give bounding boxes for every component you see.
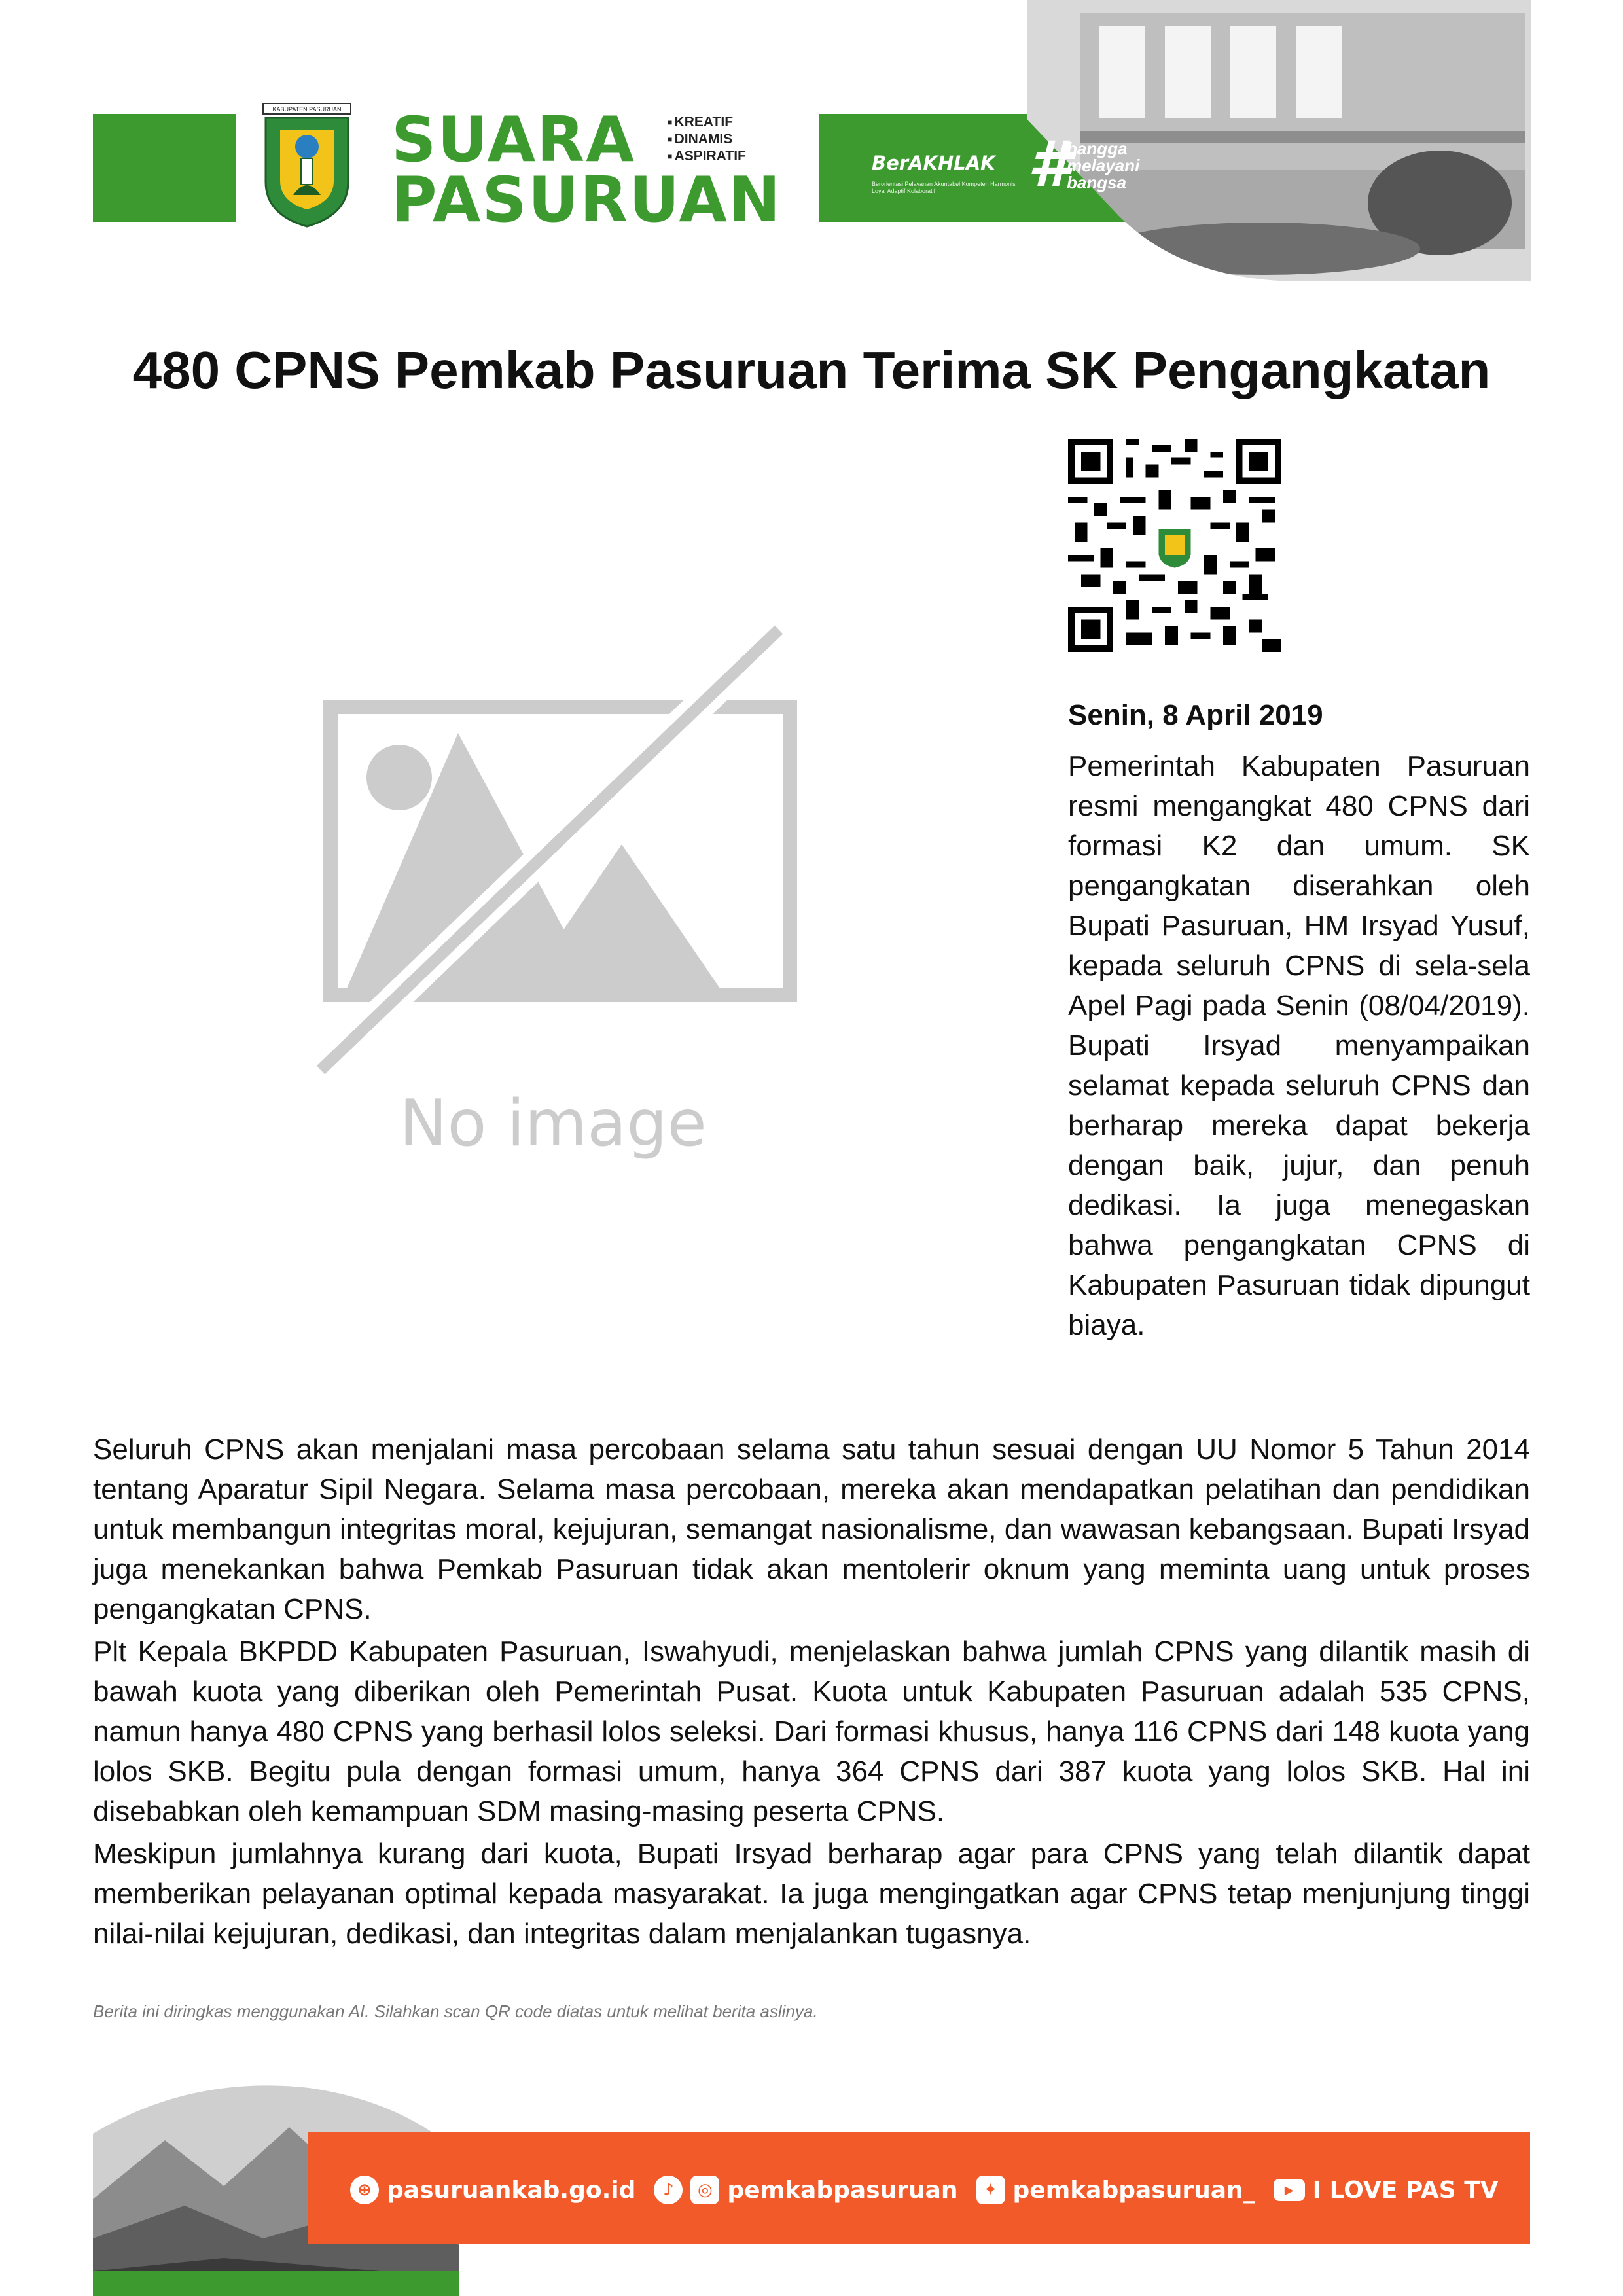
svg-text:KABUPATEN PASURUAN: KABUPATEN PASURUAN	[272, 106, 342, 113]
tagline-aspiratif: ■ ASPIRATIF	[668, 148, 746, 165]
bangga-line-3: bangsa	[1067, 173, 1127, 192]
footer-youtube-text: I LOVE PAS TV	[1312, 2176, 1499, 2204]
no-image-text: No image	[399, 1086, 707, 1161]
article-lead-paragraph: Pemerintah Kabupaten Pasuruan resmi mengangkat 480 CPNS dari formasi K2 dan umum. SK pengangkatan diserahkan oleh Bupati Pasuruan, HM Irsyad Yusuf, kepada seluruh CPNS di sela-sela Apel Pagi pada Senin (08/04/2019). Bupati Irsyad menyampaikan selamat kepada seluruh CPNS dan berharap mereka dapat bekerja dengan baik, jujur, dan penuh dedikasi. Ia juga menegaskan bahwa pengangkatan CPNS di Kabupaten Pasuruan tidak dipungut biaya.	[1068, 750, 1530, 1341]
bangga-line-2: melayani	[1067, 156, 1140, 175]
footer-twitter-text: pemkabpasuruan_	[1012, 2176, 1255, 2204]
article-paragraph: Seluruh CPNS akan menjalani masa percobaan selama satu tahun sesuai dengan UU Nomor 5 Tahun 2014 tentang Aparatur Sipil Negara. Selama masa percobaan, mereka akan mendapatkan pelatihan dan pendidikan untuk membangun integritas moral, kejujuran, semangat nasionalisme, dan wawasan kebangsaan. Bupati Irsyad juga menekankan bahwa Pemkab Pasuruan tidak akan mentolerir oknum yang meminta uang untuk proses pengangkatan CPNS.	[93, 1433, 1530, 1625]
footer-social-link[interactable]	[654, 2176, 957, 2204]
footer-website-link[interactable]	[350, 2176, 635, 2204]
globe-icon: ⊕	[350, 2176, 379, 2204]
youtube-icon: ▶	[1274, 2179, 1305, 2201]
brand-line-1: SUARA	[391, 104, 635, 176]
berakhlak-subtitle: Berorientasi Pelayanan Akuntabel Kompeten Harmonis Loyal Adaptif Kolaboratif	[872, 181, 1016, 194]
footer-contacts	[350, 2172, 1517, 2208]
footer-green-strip	[93, 2271, 459, 2296]
hashtag-icon: #	[1027, 128, 1071, 201]
footer-website-text: pasuruankab.go.id	[387, 2176, 636, 2204]
instagram-icon: ◎	[690, 2176, 719, 2204]
tagline-kreatif: ■ KREATIF	[668, 114, 746, 131]
qr-code[interactable]	[1068, 439, 1281, 652]
footer-social-text: pemkabpasuruan	[727, 2176, 958, 2204]
pasuruan-crest-logo	[260, 103, 353, 228]
article-body	[93, 1429, 1530, 1956]
footer-twitter-link[interactable]	[976, 2176, 1255, 2204]
bangga-line-1: bangga	[1067, 139, 1128, 158]
berakhlak-logo: BerAKHLAK	[872, 152, 995, 174]
brand-line-2: PASURUAN	[391, 164, 782, 236]
no-image-placeholder	[308, 622, 831, 1198]
twitter-icon: ✦	[976, 2176, 1005, 2204]
footer-youtube-link[interactable]	[1274, 2177, 1499, 2204]
article-date: Senin, 8 April 2019	[1068, 699, 1323, 731]
header-green-band-left	[93, 114, 236, 222]
article-paragraph: Plt Kepala BKPDD Kabupaten Pasuruan, Iswahyudi, menjelaskan bahwa jumlah CPNS yang dilantik masih di bawah kuota yang diberikan oleh Pemerintah Pusat. Kuota untuk Kabupaten Pasuruan adalah 535 CPNS, namun hanya 480 CPNS yang berhasil lolos seleksi. Dari formasi khusus, hanya 116 CPNS dari 148 kuota yang lolos SKB. Begitu pula dengan formasi umum, hanya 364 CPNS dari 387 kuota yang lolos SKB. Hal ini disebabkan oleh kemampuan SDM masing-masing peserta CPNS.	[93, 1636, 1530, 1827]
bangga-melayani-bangsa	[1067, 140, 1139, 191]
article-paragraph: Meskipun jumlahnya kurang dari kuota, Bupati Irsyad berharap agar para CPNS yang telah dilantik dapat memberikan pelayanan optimal kepada masyarakat. Ia juga mengingatkan agar CPNS tetap menjunjung tinggi nilai-nilai kejujuran, dedikasi, dan integritas dalam menjalankan tugasnya.	[93, 1838, 1530, 1950]
tagline-dinamis: ■ DINAMIS	[668, 131, 746, 148]
brand-taglines	[668, 114, 746, 165]
ai-summary-note: Berita ini diringkas menggunakan AI. Silahkan scan QR code diatas untuk melihat berita aslinya.	[93, 2001, 818, 2021]
tiktok-icon: ♪	[654, 2176, 683, 2204]
article-title: 480 CPNS Pemkab Pasuruan Terima SK Pengangkatan	[132, 341, 1491, 399]
